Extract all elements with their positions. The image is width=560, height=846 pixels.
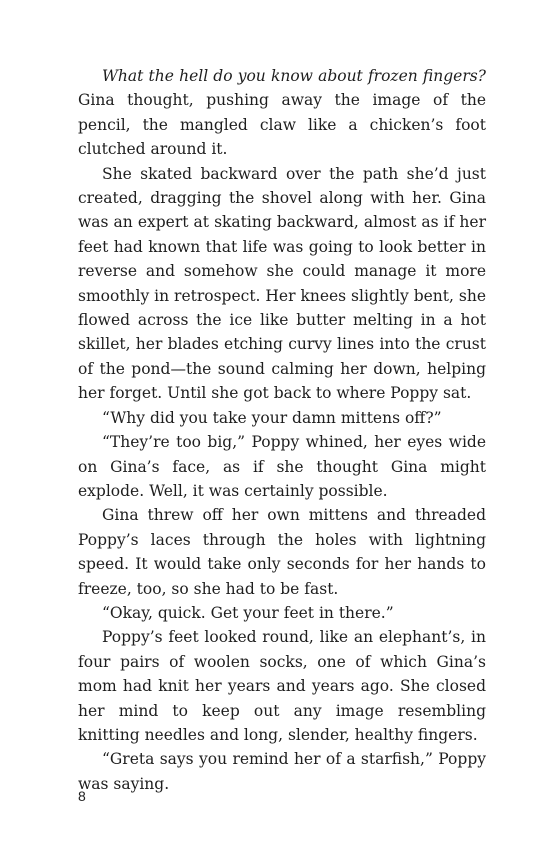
- paragraph-2: [78, 162, 486, 406]
- paragraph-1: [78, 64, 486, 162]
- paragraph-text: She skated backward over the path she’d just created, dragging the shovel along with her. Gina was an expert at skating backward, almost as if her feet had known that life was going to look better in reverse and somehow she could manage it more smoothly in retrospect. Her knees slightly bent, she flowed across the ice like butter melting in a hot skillet, her blades etching curvy lines into the crust of the pond—the sound calming her down, helping her forget. Until she got back to where Poppy sat.: [78, 164, 486, 403]
- body-text: [78, 64, 486, 796]
- paragraph-8: [78, 747, 486, 796]
- paragraph-7: [78, 625, 486, 747]
- paragraph-text: Gina threw off her own mittens and threaded Poppy’s laces through the holes with lightning speed. It would take only seconds for her hands to freeze, too, so she had to be fast.: [78, 506, 486, 598]
- paragraph-text: “Okay, quick. Get your feet in there.”: [102, 603, 394, 622]
- paragraph-text: Poppy’s feet looked round, like an elephant’s, in four pairs of woolen socks, one of which Gina’s mom had knit her years and years ago. She closed her mind to keep out any image resembling knitting needles and long, slender, healthy fingers.: [78, 628, 486, 744]
- paragraph-6: [78, 601, 486, 625]
- paragraph-text: “They’re too big,” Poppy whined, her eyes wide on Gina’s face, as if she thought Gina might explode. Well, it was certainly possible.: [78, 433, 486, 500]
- paragraph-5: [78, 503, 486, 601]
- paragraph-text: Gina thought, pushing away the image of the pencil, the mangled claw like a chicken’s foot clutched around it.: [78, 91, 486, 159]
- italic-thought: What the hell do you know about frozen fingers?: [102, 67, 486, 85]
- paragraph-3: [78, 406, 486, 430]
- paragraph-4: [78, 430, 486, 503]
- paragraph-text: “Greta says you remind her of a starfish,” Poppy was saying.: [78, 750, 486, 793]
- paragraph-text: “Why did you take your damn mittens off?”: [102, 408, 442, 427]
- page-number: 8: [78, 788, 86, 804]
